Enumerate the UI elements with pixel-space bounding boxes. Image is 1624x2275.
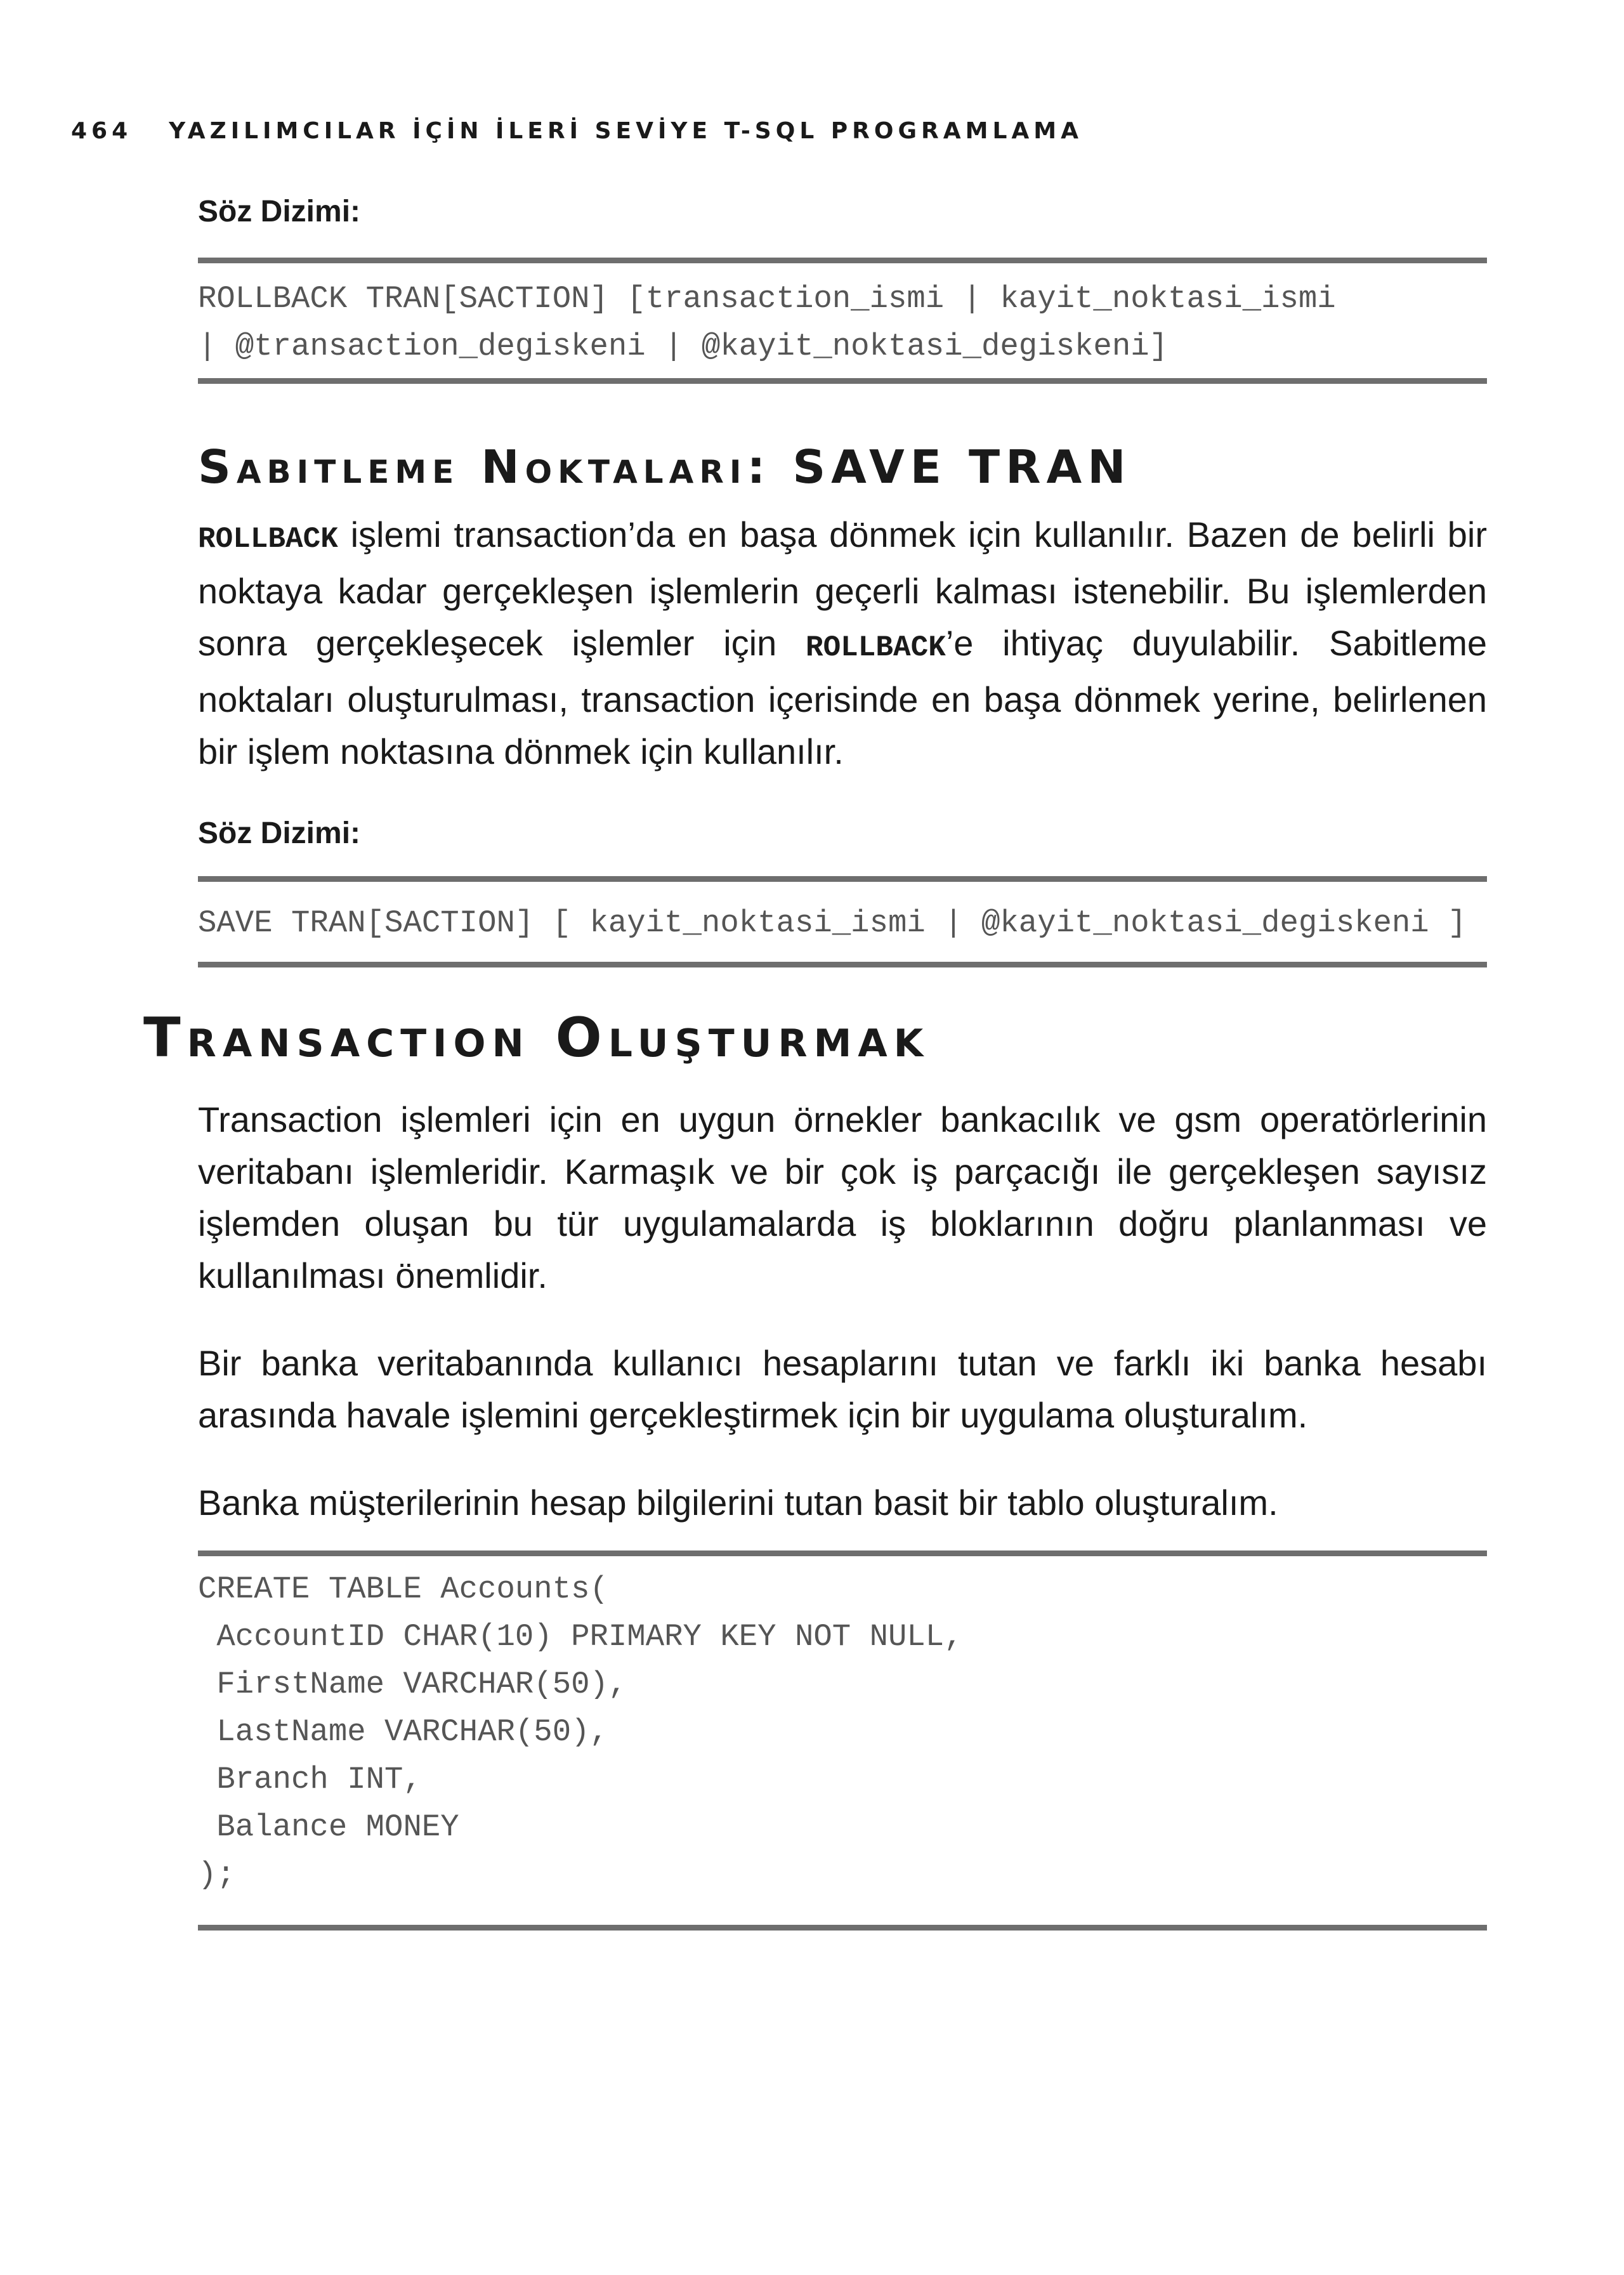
section-title-save-tran: Sabitleme Noktaları: SAVE TRAN bbox=[198, 440, 1132, 494]
code-rule-top bbox=[198, 1551, 1487, 1556]
paragraph-intro: Transaction işlemleri için en uygun örnekler bankacılık ve gsm operatörlerinin veritabanı işlemleridir. Karmaşık ve bir çok iş parçacığı ile gerçekleşen sayısız işlemden oluşan bu tür uygulamalarda iş bloklarının doğru planlanması ve kullanılması önemlidir. bbox=[198, 1099, 1487, 1295]
syntax-rule-bottom-2 bbox=[198, 962, 1487, 967]
syntax-label-1: Söz Dizimi: bbox=[198, 195, 361, 228]
inline-code-rollback: ROLLBACK bbox=[198, 523, 338, 556]
code-line: Branch INT, bbox=[198, 1762, 422, 1797]
section-title-transaction: Transaction Oluşturmak bbox=[143, 1006, 930, 1070]
code-create-table bbox=[198, 1566, 963, 1899]
paragraph-save-tran bbox=[198, 509, 1487, 778]
code-line: ROLLBACK TRAN[SACTION] [transaction_ismi | kayit_noktasi_ismi bbox=[198, 281, 1336, 317]
code-line: LastName VARCHAR(50), bbox=[198, 1714, 608, 1750]
paragraph-text: ’e ihtiyaç duyulabilir. Sabitleme noktaları oluşturulması, transaction içerisinde en başa dönmek yerine, belirlenen bir işlem noktasına dönmek için kullanılır. bbox=[198, 623, 1487, 771]
syntax-rule-bottom-1 bbox=[198, 378, 1487, 384]
paragraph-bank-example: Bir banka veritabanında kullanıcı hesaplarını tutan ve farklı iki banka hesabı arasında havale işlemini gerçekleştirmek için bir uygulama oluşturalım. bbox=[198, 1343, 1487, 1435]
code-rule-bottom bbox=[198, 1925, 1487, 1931]
code-line: FirstName VARCHAR(50), bbox=[198, 1667, 627, 1702]
syntax-rule-top-2 bbox=[198, 876, 1487, 882]
syntax-rule-top-1 bbox=[198, 258, 1487, 263]
syntax-code-2: SAVE TRAN[SACTION] [ kayit_noktasi_ismi | @kayit_noktasi_degiskeni ] bbox=[198, 905, 1467, 941]
paragraph-table-intro: Banka müşterilerinin hesap bilgilerini tutan basit bir tablo oluşturalım. bbox=[198, 1483, 1278, 1523]
code-line: CREATE TABLE Accounts( bbox=[198, 1571, 608, 1607]
code-line: Balance MONEY bbox=[198, 1809, 459, 1845]
syntax-label-2: Söz Dizimi: bbox=[198, 816, 361, 850]
paragraph-text: işlemi transaction’da en başa dönmek için kullanılır. Bazen de belirli bir noktaya kadar gerçekleşen işlemlerin geçerli kalması istenebilir. Bu işlemlerden sonra gerçekleşecek işlemler için bbox=[198, 515, 1487, 663]
syntax-code-1 bbox=[198, 275, 1336, 370]
running-head bbox=[71, 118, 1083, 144]
book-title: YAZILIMCILAR İÇİN İLERİ SEVİYE T-SQL PROGRAMLAMA bbox=[169, 118, 1083, 144]
page-number: 464 bbox=[71, 118, 133, 144]
code-line: AccountID CHAR(10) PRIMARY KEY NOT NULL, bbox=[198, 1619, 963, 1655]
inline-code-rollback: ROLLBACK bbox=[805, 631, 946, 664]
code-line: ); bbox=[198, 1857, 235, 1892]
code-line: | @transaction_degiskeni | @kayit_noktasi_degiskeni] bbox=[198, 329, 1169, 364]
